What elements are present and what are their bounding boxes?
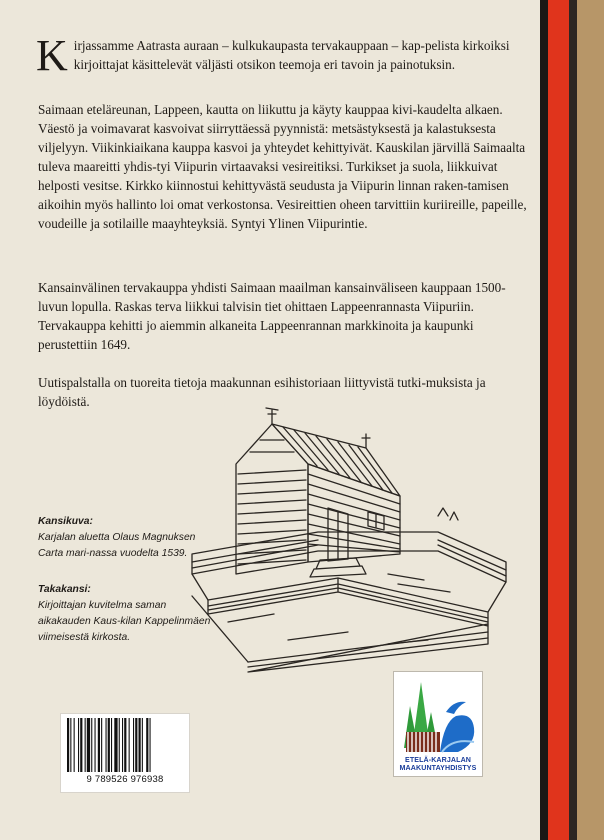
paragraph-text-3: Uutispalstalla on tuoreita tietoja maakunnan esihistoriaan liittyvistä tutki-muksista ja löydöistä. [38, 375, 486, 409]
paragraph-text-2: Kansainvälinen tervakauppa yhdisti Saimaan maailman kansainväliseen kauppaan 1500-luvun lopulla. Raskas terva liikkui talvisin tiet ohittaen Lappeenrannasta Viipuriin. Tervakauppa kehitti jo aiemmin alkaneita Lappeenrannan markkinoita ja kaupunki perustettiin 1649. [38, 280, 506, 352]
front-cover-caption [38, 514, 218, 562]
spine-red-stripe [548, 0, 569, 840]
back-cover-caption [38, 582, 218, 646]
isbn-barcode [60, 713, 190, 793]
caption-text: Kirjoittajan kuvitelma saman aikakauden Kaus-kilan Kappelinmäen viimeisestä kirkosta. [38, 600, 211, 643]
spine-dark-stripe [569, 0, 577, 840]
intro-paragraph [36, 31, 528, 80]
logo-text-line-2: MAAKUNTAYHDISTYS [399, 764, 477, 772]
chapel-illustration [188, 404, 528, 674]
paragraph-text-1: Saimaan eteläreunan, Lappeen, kautta on liikuttu ja käyty kauppaa kivi-kaudelta alkaen. Väestö ja voimavarat kasvoivat siirryttäessä pyynnistä: metsästyksestä ja kalastuksesta viljelyyn. Viikinkiaikana kauppa kasvoi ja yhteydet kehittyivät. Kauskilan järvillä Saimaalta tuleva maareitti yhdis-tyi Viipurin virtaavaksi vesireitiksi. Turkikset ja suola, liikkuivat helposti vesitse. Kirkko kiinnostui kehittyvästä seudusta ja Viipurin linnan raken-tamisen aikoihin myös hallinto loi omat verkostonsa. Vesireittien oheen tarvittiin kuriireille, papeille, voudeille ja sotilaille maayhteyksiä. Syntyi Ylinen Viipurintie. [38, 102, 527, 231]
logo-text-line-1: ETELÄ-KARJALAN [404, 756, 472, 764]
body-paragraph-2 [38, 278, 528, 354]
body-paragraph-1 [38, 100, 528, 233]
spine-tan-stripe [577, 0, 604, 840]
publisher-logo [393, 671, 483, 777]
spine-black-stripe [540, 0, 548, 840]
barcode-bars [65, 718, 185, 774]
isbn-number: 9 789526 976938 [86, 774, 164, 785]
drop-cap: K [36, 31, 68, 80]
caption-heading: Takakansi: [38, 584, 91, 595]
intro-text: irjassamme Aatrasta auraan – kulkukaupasta tervakauppaan – kap-pelista kirkoiksi kirjoittajat käsittelevät väljästi otsikon teemoja eri tavoin ja painotuksin. [73, 38, 510, 72]
caption-text: Karjalan aluetta Olaus Magnuksen Carta mari-nassa vuodelta 1539. [38, 532, 196, 559]
logo-emblem [394, 672, 482, 756]
caption-heading: Kansikuva: [38, 516, 93, 527]
